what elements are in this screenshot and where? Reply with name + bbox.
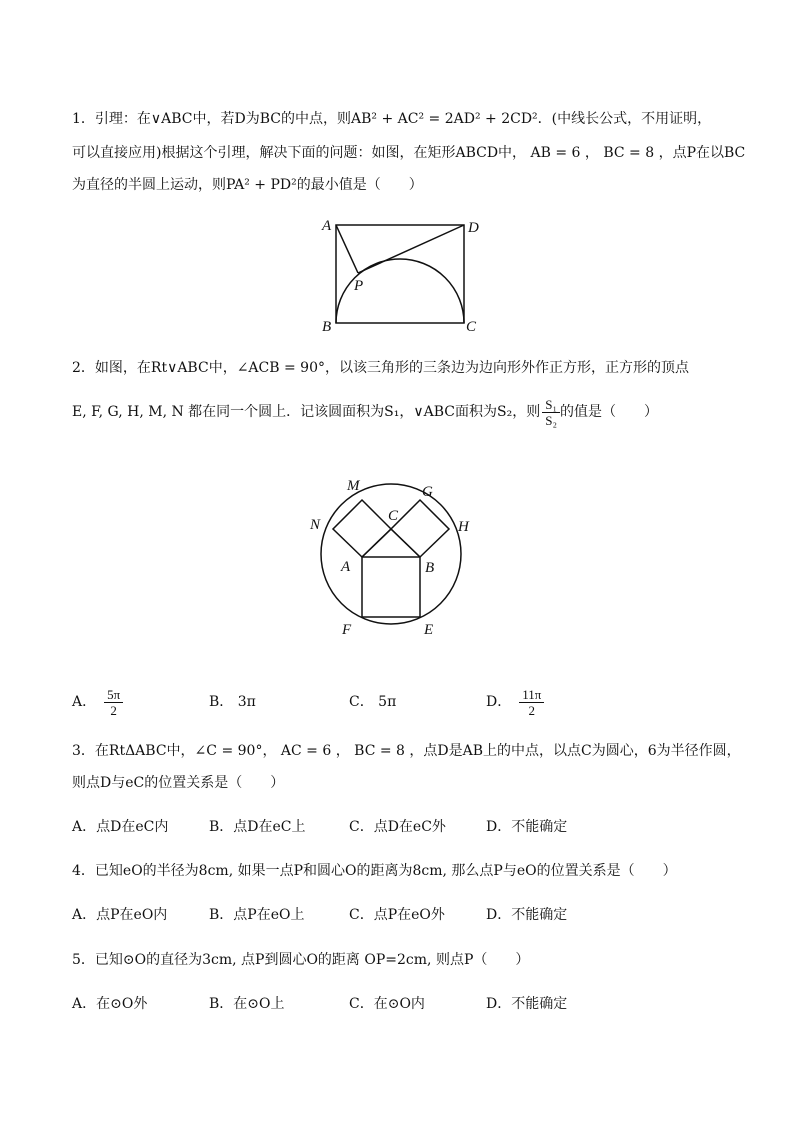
label-a: A xyxy=(322,218,332,234)
label-f: F xyxy=(342,622,352,638)
q5-option-c[interactable]: C．在⊙O内 xyxy=(349,996,425,1012)
q2-line-1: 2．如图，在Rt∨ABC中，∠ACB = 90°，以该三角形的三条边为边向形外作正方形，正方形的顶点 xyxy=(72,360,689,376)
s1-over-s2-fraction xyxy=(542,397,560,428)
label-e: E xyxy=(424,622,434,638)
q1-line-1: 1．引理：在∨ABC中，若D为BC的中点，则AB² + AC² = 2AD² + 2CD²．(中线长公式，不用证明， xyxy=(72,111,712,127)
q1-figure xyxy=(318,212,488,337)
q4-option-a[interactable]: A．点P在eO内 xyxy=(72,907,168,923)
q2-option-b[interactable]: B． 3π xyxy=(209,694,256,710)
q1-line-3: 为直径的半圆上运动，则PA² + PD²的最小值是（ ） xyxy=(72,177,423,193)
option-d-denominator: 2 xyxy=(528,702,536,718)
option-d-numerator: 11π xyxy=(519,687,544,703)
q3-option-b[interactable]: B．点D在eC上 xyxy=(209,819,306,835)
q4-line-1: 4．已知eO的半径为8cm, 如果一点P和圆心O的距离为8cm, 那么点P与eO的位置关系是（ ） xyxy=(72,863,677,879)
q5-option-b[interactable]: B．在⊙O上 xyxy=(209,996,285,1012)
label-b: B xyxy=(322,319,332,335)
segment-ap xyxy=(336,225,358,273)
label-n: N xyxy=(310,517,321,533)
segment-pd xyxy=(358,225,464,273)
fraction-numerator: S₁ xyxy=(542,397,560,413)
label-g: G xyxy=(422,484,433,500)
option-a-numerator: 5π xyxy=(104,687,123,703)
q3-option-c[interactable]: C．点D在eC外 xyxy=(349,819,446,835)
q2-line-2 xyxy=(72,395,658,429)
square-on-ac xyxy=(333,500,391,557)
q5-option-d[interactable]: D．不能确定 xyxy=(486,996,568,1012)
q5-line-1: 5．已知⊙O的直径为3cm, 点P到圆心O的距离 OP=2cm, 则点P（ ） xyxy=(72,952,530,968)
triangle-abc xyxy=(362,529,420,557)
option-d-label: D． xyxy=(486,694,512,710)
circumscribed-circle xyxy=(321,484,461,624)
q4-option-d[interactable]: D．不能确定 xyxy=(486,907,568,923)
q2-line-2-text: E, F, G, H, M, N 都在同一个圆上．记该圆面积为S₁，∨ABC面积为S₂，则 xyxy=(72,404,541,420)
q2-option-a[interactable] xyxy=(72,683,123,721)
q3-option-a[interactable]: A．点D在eC内 xyxy=(72,819,169,835)
label-a2: A xyxy=(341,559,351,575)
q4-option-c[interactable]: C．点P在eO外 xyxy=(349,907,445,923)
q3-line-2: 则点D与eC的位置关系是（ ） xyxy=(72,775,285,791)
label-d: D xyxy=(468,220,479,236)
option-a-label: A． xyxy=(72,694,97,710)
label-p: P xyxy=(354,278,364,294)
q4-option-b[interactable]: B．点P在eO上 xyxy=(209,907,305,923)
label-m: M xyxy=(347,478,360,494)
option-a-denominator: 2 xyxy=(110,702,117,718)
q1-line-2: 可以直接应用)根据这个引理，解决下面的问题：如图，在矩形ABCD中， AB = 6 ， BC = 8 ，点P在以BC xyxy=(72,145,746,161)
label-h: H xyxy=(458,519,469,535)
label-c: C xyxy=(466,319,477,335)
q5-option-a[interactable]: A．在⊙O外 xyxy=(72,996,148,1012)
square-on-bc xyxy=(391,500,449,557)
fraction-denominator: S₂ xyxy=(545,412,557,428)
square-on-ab xyxy=(362,557,420,617)
option-a-fraction xyxy=(104,687,123,718)
q3-line-1: 3．在RtΔABC中，∠C = 90°， AC = 6 ， BC = 8 ，点D是AB上的中点，以点C为圆心，6为半径作圆， xyxy=(72,743,741,759)
label-c2: C xyxy=(388,508,399,524)
label-b2: B xyxy=(425,560,435,576)
option-d-fraction xyxy=(519,687,544,718)
q2-figure xyxy=(304,474,484,644)
q3-option-d[interactable]: D．不能确定 xyxy=(486,819,568,835)
q2-option-c[interactable]: C． 5π xyxy=(349,694,397,710)
rectangle-abcd xyxy=(336,225,464,323)
q2-line-2-tail: 的值是（ ） xyxy=(559,404,658,420)
q2-option-d[interactable] xyxy=(486,683,544,721)
